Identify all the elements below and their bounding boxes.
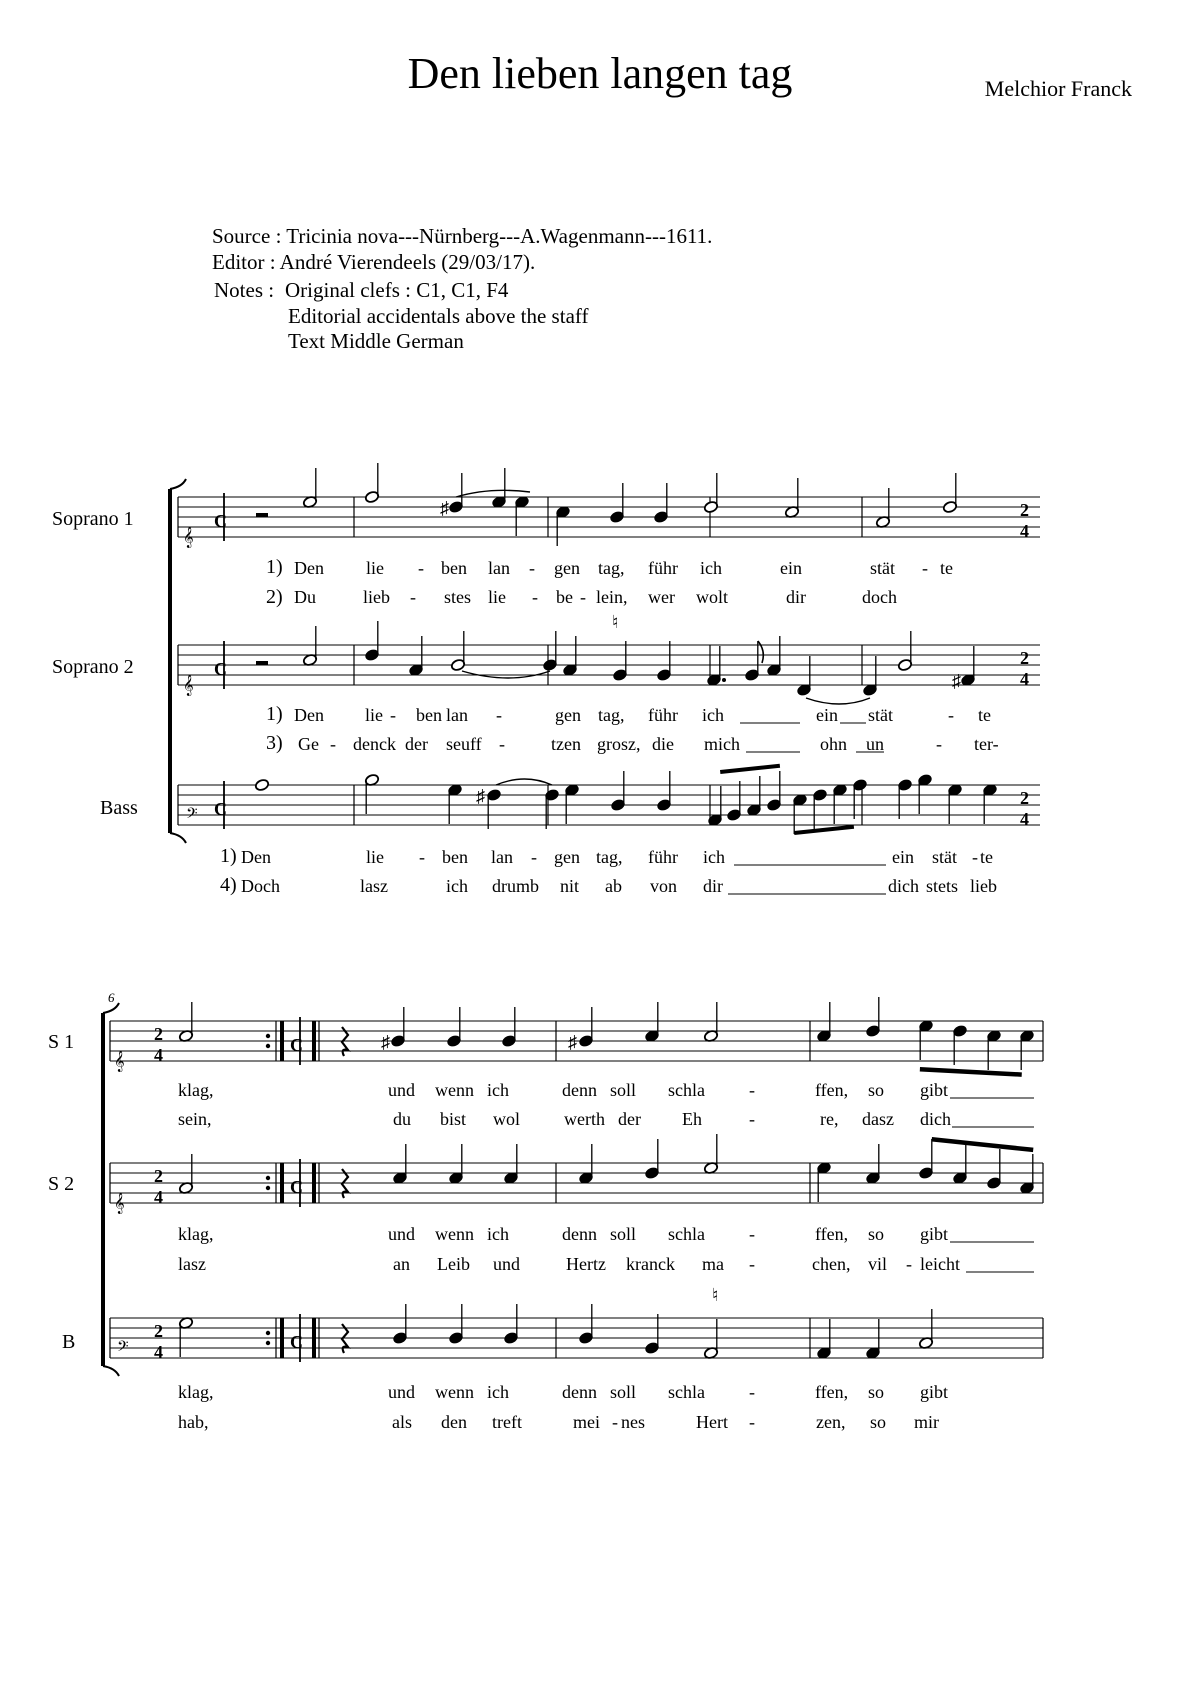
- soprano-1-lyric-word: sein,: [178, 1109, 212, 1129]
- repeat-barline-thick: [312, 1163, 316, 1203]
- soprano-1-lyric-word: stes: [444, 587, 471, 607]
- half-rest: [256, 661, 268, 666]
- bass-lyric-word: ich: [703, 847, 725, 867]
- bass-lyric-word: drumb: [492, 876, 539, 896]
- bass-lyric-word: wenn: [435, 1382, 474, 1402]
- augmentation-dot: [722, 678, 726, 682]
- soprano-1-lyric-word: -: [410, 587, 416, 607]
- soprano-2-lyric-word: ohn: [820, 734, 847, 754]
- bass-lyric-word: -: [749, 1412, 755, 1432]
- bass-lyric-word: soll: [610, 1382, 637, 1402]
- bass-lyric-word: lan: [491, 847, 513, 867]
- bass-lyric-word: hab,: [178, 1412, 209, 1432]
- bass-lyric-word: stät: [932, 847, 957, 867]
- soprano-2-lyric-word: die: [652, 734, 674, 754]
- soprano-1-lyric-word: so: [868, 1080, 885, 1100]
- soprano-2-lyric-word: seuff: [446, 734, 482, 754]
- part-label-soprano-1: Soprano 1: [52, 508, 134, 530]
- time-signature-bottom: 4: [154, 1187, 163, 1207]
- soprano-2-lyric-word: -: [499, 734, 505, 754]
- soprano-1-lyric-word: -: [580, 587, 586, 607]
- soprano-1-lyric-word: tag,: [598, 558, 625, 578]
- bass-lyric-word: Doch: [241, 876, 280, 896]
- cut-time-icon: C: [214, 799, 227, 819]
- soprano-1-lyric-word: soll: [610, 1080, 637, 1100]
- soprano-1-lyric-word: -: [418, 558, 424, 578]
- soprano-1-lyric-word: lein,: [596, 587, 628, 607]
- soprano-1-lyric-word: Du: [294, 587, 316, 607]
- bass-lyric-word: als: [392, 1412, 412, 1432]
- soprano-2-lyric-word: lasz: [178, 1254, 206, 1274]
- beam: [920, 1067, 1022, 1077]
- soprano-1-lyric-word: lieb: [363, 587, 390, 607]
- soprano-2-lyric-word: ben: [416, 705, 442, 725]
- time-signature-top: 2: [1020, 500, 1029, 520]
- soprano-2-lyric-word: mich: [704, 734, 740, 754]
- verse-number: 1): [266, 703, 283, 725]
- beam: [932, 1137, 1034, 1152]
- soprano-2-lyric-word: -: [948, 705, 954, 725]
- bass-lyric-word: mir: [914, 1412, 939, 1432]
- tie: [456, 490, 530, 497]
- notes-line-1: Original clefs : C1, C1, F4: [285, 278, 509, 302]
- soprano-2-lyric-word: grosz,: [597, 734, 641, 754]
- bass-lyric-word: tag,: [596, 847, 623, 867]
- notes-label: Notes :: [214, 278, 275, 302]
- soprano-1-lyric-word: lie: [366, 558, 384, 578]
- soprano-2-lyric-word: stät: [868, 705, 893, 725]
- part-label-soprano-2: Soprano 2: [52, 656, 134, 678]
- soprano-2-lyric-word: und: [493, 1254, 520, 1274]
- bass-lyric-word: te: [980, 847, 993, 867]
- bass-lyric-word: von: [650, 876, 677, 896]
- bass-lyric-word: ffen,: [815, 1382, 849, 1402]
- soprano-2-lyric-word: an: [393, 1254, 410, 1274]
- repeat-dot: [266, 1341, 270, 1345]
- repeat-barline-thick: [280, 1163, 284, 1203]
- bass-lyric-word: so: [868, 1382, 885, 1402]
- soprano-1-lyric-word: ich: [700, 558, 722, 578]
- source-line: Source : Tricinia nova---Nürnberg---A.Wagenmann---1611.: [212, 224, 713, 248]
- bracket-top: [170, 479, 186, 489]
- time-signature-top: 2: [154, 1024, 163, 1044]
- soprano-2-lyric-word: klag,: [178, 1224, 214, 1244]
- bass-lyric-word: lieb: [970, 876, 997, 896]
- repeat-dot: [266, 1186, 270, 1190]
- bass-lyric-word: nit: [560, 876, 580, 896]
- notes-line-2: Editorial accidentals above the staff: [288, 304, 589, 328]
- editorial-natural-icon: ♮: [612, 612, 619, 632]
- sharp-icon: ♯: [952, 671, 961, 691]
- soprano-1-lyric-word: lan: [488, 558, 510, 578]
- soprano-1-lyric-word: lie: [488, 587, 506, 607]
- bracket-bottom: [170, 833, 186, 843]
- soprano-1-lyric-word: dir: [786, 587, 806, 607]
- soprano-1-lyric-word: -: [529, 558, 535, 578]
- soprano-1-lyric-word: be: [556, 587, 573, 607]
- soprano-2-lyric-word: -: [496, 705, 502, 725]
- soprano-1-lyric-word: -: [749, 1080, 755, 1100]
- soprano-1-lyric-word: ein: [780, 558, 802, 578]
- soprano-2-lyric-word: chen,: [812, 1254, 851, 1274]
- verse-number: 3): [266, 732, 283, 754]
- soprano-1-lyric-word: te: [940, 558, 953, 578]
- soprano-2-lyric-word: schla: [668, 1224, 705, 1244]
- soprano-2-lyric-word: Leib: [437, 1254, 470, 1274]
- bass-lyric-word: und: [388, 1382, 415, 1402]
- soprano-2-lyric-word: ma: [702, 1254, 724, 1274]
- soprano-2-lyric-word: Ge: [298, 734, 319, 754]
- soprano-1-lyric-word: der: [618, 1109, 641, 1129]
- bracket-bottom: [103, 1366, 119, 1376]
- bass-lyric-word: gen: [554, 847, 580, 867]
- soprano-1-lyric-word: wer: [648, 587, 675, 607]
- soprano-1-lyric-word: ben: [441, 558, 467, 578]
- treble-clef-icon: 𝄞: [183, 675, 194, 695]
- soprano-2-lyric-word: denck: [353, 734, 396, 754]
- soprano-2-lyric-word: Hertz: [566, 1254, 606, 1274]
- bass-lyric-word: ich: [487, 1382, 509, 1402]
- sharp-icon: ♯: [476, 786, 485, 806]
- bass-lyric-word: dich: [888, 876, 919, 896]
- part-label-b: B: [62, 1331, 76, 1353]
- soprano-1-lyric-word: dich: [920, 1109, 951, 1129]
- bass-lyric-word: so: [870, 1412, 887, 1432]
- time-signature-top: 2: [154, 1166, 163, 1186]
- tie: [806, 698, 870, 704]
- soprano-2-lyric-word: -: [390, 705, 396, 725]
- measure-number: 6: [108, 990, 115, 1005]
- repeat-dot: [266, 1176, 270, 1180]
- soprano-1-lyric-word: gibt: [920, 1080, 949, 1100]
- soprano-2-lyric-word: te: [978, 705, 991, 725]
- bass-lyric-word: ab: [605, 876, 622, 896]
- soprano-1-lyric-word: führ: [648, 558, 678, 578]
- time-signature-bottom: 4: [154, 1045, 163, 1065]
- repeat-dot: [266, 1034, 270, 1038]
- soprano-1-lyric-word: gen: [554, 558, 580, 578]
- editor-line: Editor : André Vierendeels (29/03/17).: [212, 250, 536, 274]
- soprano-1-lyric-word: bist: [440, 1109, 467, 1129]
- repeat-dot: [266, 1044, 270, 1048]
- bass-lyric-word: führ: [648, 847, 678, 867]
- soprano-2-lyric-word: wenn: [435, 1224, 474, 1244]
- bass-lyric-word: schla: [668, 1382, 705, 1402]
- bass-lyric-word: mei: [573, 1412, 600, 1432]
- soprano-1-lyric-word: -: [749, 1109, 755, 1129]
- soprano-2-lyric-word: denn: [562, 1224, 597, 1244]
- soprano-2-lyric-word: vil: [868, 1254, 888, 1274]
- soprano-2-lyric-word: un: [866, 734, 884, 754]
- sharp-icon: ♯: [440, 498, 449, 518]
- cut-time-icon: C: [290, 1177, 303, 1197]
- note-head: [254, 778, 269, 791]
- time-signature-top: 2: [1020, 788, 1029, 808]
- soprano-2-lyric-word: kranck: [626, 1254, 675, 1274]
- soprano-1-lyric-word: du: [393, 1109, 411, 1129]
- soprano-2-lyric-word: -: [749, 1224, 755, 1244]
- soprano-1-lyric-word: Den: [294, 558, 324, 578]
- soprano-2-lyric-word: führ: [648, 705, 678, 725]
- soprano-2-lyric-word: ter-: [974, 734, 999, 754]
- bass-lyric-word: lasz: [360, 876, 388, 896]
- sharp-icon: ♯: [568, 1032, 577, 1052]
- repeat-dot: [266, 1331, 270, 1335]
- part-label-bass: Bass: [100, 797, 138, 819]
- soprano-2-lyric-word: ich: [702, 705, 724, 725]
- notes-line-3: Text Middle German: [288, 329, 464, 353]
- verse-number: 4): [220, 874, 237, 896]
- soprano-1-lyric-word: schla: [668, 1080, 705, 1100]
- soprano-2-lyric-word: -: [906, 1254, 912, 1274]
- time-signature-bottom: 4: [1020, 669, 1029, 689]
- cut-time-icon: C: [290, 1035, 303, 1055]
- bass-lyric-word: den: [441, 1412, 467, 1432]
- soprano-2-lyric-word: -: [330, 734, 336, 754]
- time-signature-bottom: 4: [154, 1342, 163, 1362]
- soprano-1-lyric-word: re,: [820, 1109, 839, 1129]
- repeat-barline-thick: [312, 1021, 316, 1061]
- soprano-2-lyric-word: gen: [555, 705, 581, 725]
- soprano-1-lyric-word: wol: [493, 1109, 520, 1129]
- repeat-barline-thick: [280, 1318, 284, 1358]
- soprano-2-lyric-word: soll: [610, 1224, 637, 1244]
- cut-time-icon: C: [214, 659, 227, 679]
- soprano-2-lyric-word: lie: [365, 705, 383, 725]
- soprano-1-lyric-word: ich: [487, 1080, 509, 1100]
- bass-lyric-word: stets: [926, 876, 959, 896]
- bass-lyric-word: gibt: [920, 1382, 949, 1402]
- soprano-2-lyric-word: gibt: [920, 1224, 949, 1244]
- verse-number: 1): [266, 556, 283, 578]
- note-flag: [758, 641, 763, 663]
- soprano-1-lyric-word: klag,: [178, 1080, 214, 1100]
- bass-clef-icon: 𝄢: [117, 1338, 129, 1358]
- time-signature-bottom: 4: [1020, 521, 1029, 541]
- soprano-2-lyric-word: -: [936, 734, 942, 754]
- soprano-1-lyric-word: -: [922, 558, 928, 578]
- bass-lyric-word: dir: [703, 876, 723, 896]
- part-label-s1: S 1: [48, 1031, 75, 1053]
- bass-lyric-word: nes: [621, 1412, 645, 1432]
- treble-clef-icon: 𝄞: [114, 1051, 125, 1071]
- half-rest: [256, 513, 268, 518]
- bass-lyric-word: Hert: [696, 1412, 728, 1432]
- soprano-1-lyric-word: Eh: [682, 1109, 702, 1129]
- repeat-barline-thick: [312, 1318, 316, 1358]
- soprano-1-lyric-word: wenn: [435, 1080, 474, 1100]
- soprano-2-lyric-word: -: [749, 1254, 755, 1274]
- bass-clef-icon: 𝄢: [186, 805, 198, 825]
- bass-lyric-word: -: [612, 1412, 618, 1432]
- bass-lyric-word: ein: [892, 847, 914, 867]
- treble-clef-icon: 𝄞: [183, 527, 194, 547]
- soprano-2-lyric-word: so: [868, 1224, 885, 1244]
- bass-lyric-word: treft: [492, 1412, 522, 1432]
- sharp-icon: ♯: [381, 1032, 390, 1052]
- treble-clef-icon: 𝄞: [114, 1193, 125, 1213]
- beam: [720, 764, 780, 774]
- beam: [794, 825, 854, 835]
- part-label-s2: S 2: [48, 1173, 75, 1195]
- soprano-2-lyric-word: tag,: [598, 705, 625, 725]
- soprano-1-lyric-word: und: [388, 1080, 415, 1100]
- soprano-1-lyric-word: stät: [870, 558, 895, 578]
- cut-time-icon: C: [214, 511, 227, 531]
- soprano-2-lyric-word: tzen: [551, 734, 581, 754]
- soprano-1-lyric-word: werth: [564, 1109, 605, 1129]
- bass-lyric-word: zen,: [816, 1412, 846, 1432]
- soprano-2-lyric-word: ffen,: [815, 1224, 849, 1244]
- bass-lyric-word: -: [749, 1382, 755, 1402]
- composer-name: Melchior Franck: [984, 76, 1132, 101]
- soprano-1-lyric-word: denn: [562, 1080, 597, 1100]
- cut-time-icon: C: [290, 1332, 303, 1352]
- bass-lyric-word: lie: [366, 847, 384, 867]
- bass-lyric-word: -: [531, 847, 537, 867]
- bass-lyric-word: klag,: [178, 1382, 214, 1402]
- soprano-2-lyric-word: lan: [446, 705, 468, 725]
- soprano-2-lyric-word: ein: [816, 705, 838, 725]
- bass-lyric-word: Den: [241, 847, 271, 867]
- soprano-1-lyric-word: -: [532, 587, 538, 607]
- soprano-2-lyric-word: ich: [487, 1224, 509, 1244]
- repeat-barline-thick: [280, 1021, 284, 1061]
- page-title: Den lieben langen tag: [407, 49, 793, 98]
- soprano-2-lyric-word: Den: [294, 705, 324, 725]
- editorial-natural-icon: ♮: [712, 1285, 719, 1305]
- time-signature-top: 2: [154, 1321, 163, 1341]
- soprano-1-lyric-word: ffen,: [815, 1080, 849, 1100]
- bass-lyric-word: ben: [442, 847, 468, 867]
- verse-number: 2): [266, 586, 283, 608]
- tie: [496, 779, 552, 785]
- bass-lyric-word: -: [972, 847, 978, 867]
- soprano-2-lyric-word: und: [388, 1224, 415, 1244]
- soprano-1-lyric-word: dasz: [862, 1109, 894, 1129]
- verse-number: 1): [220, 845, 237, 867]
- soprano-1-lyric-word: wolt: [696, 587, 729, 607]
- soprano-1-lyric-word: doch: [862, 587, 897, 607]
- soprano-2-lyric-word: der: [405, 734, 428, 754]
- time-signature-bottom: 4: [1020, 809, 1029, 829]
- bass-lyric-word: -: [419, 847, 425, 867]
- bass-lyric-word: denn: [562, 1382, 597, 1402]
- soprano-2-lyric-word: leicht: [920, 1254, 960, 1274]
- time-signature-top: 2: [1020, 648, 1029, 668]
- bass-lyric-word: ich: [446, 876, 468, 896]
